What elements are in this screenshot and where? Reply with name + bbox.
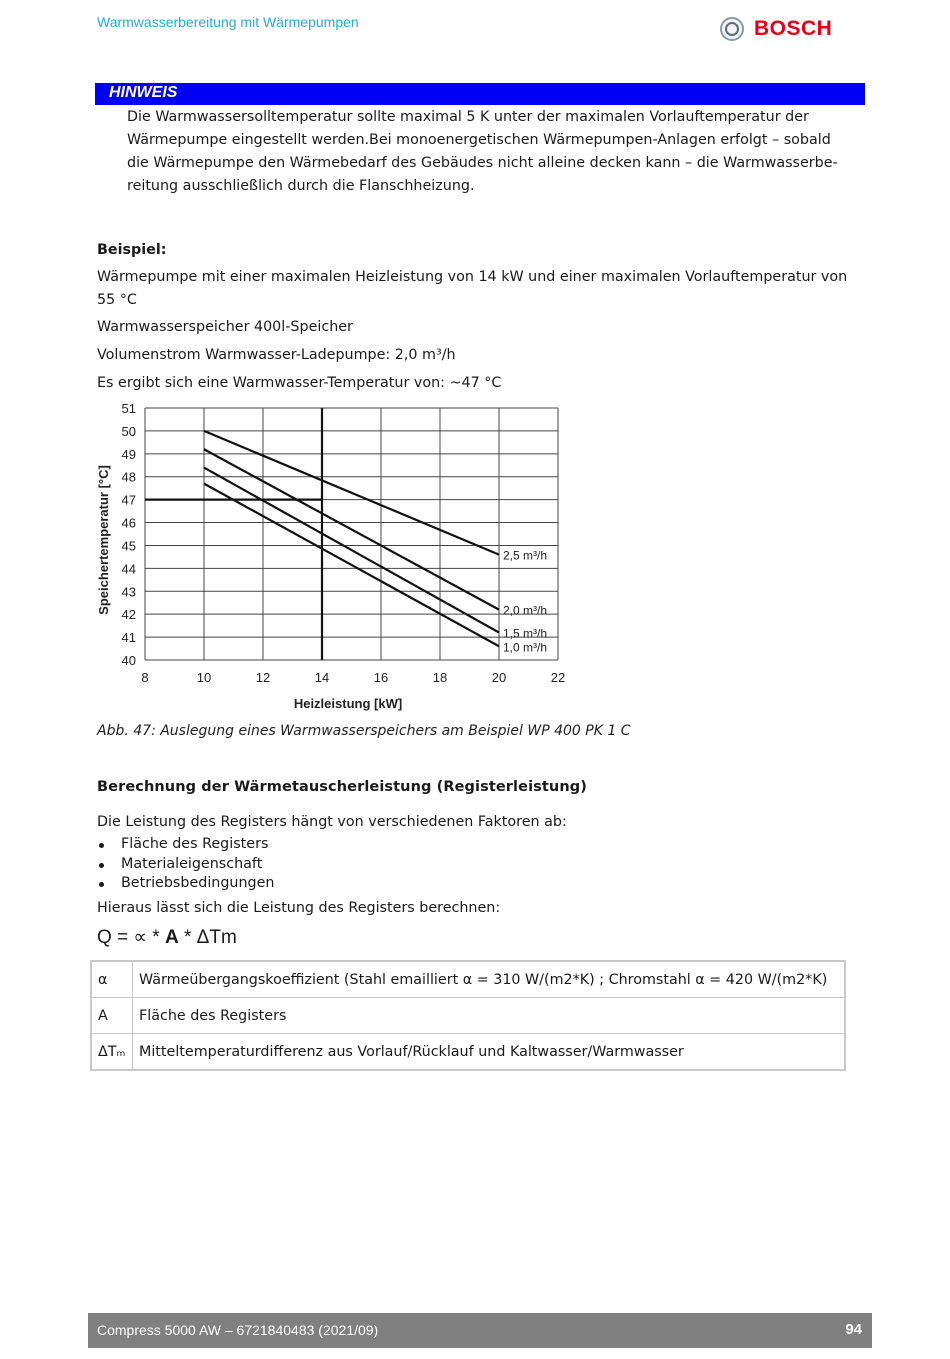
section-outro: Hieraus lässt sich die Leistung des Registers berechnen: <box>97 900 501 916</box>
x-tick-label: 12 <box>255 670 271 685</box>
series-label: 2,0 m³/h <box>503 603 548 618</box>
running-header-title: Warmwasserbereitung mit Wärmepumpen <box>97 14 359 30</box>
hinweis-line: reitung ausschließlich durch die Flanschheizung. <box>127 178 475 194</box>
formula-right: * ΔTm <box>178 927 237 948</box>
symbol-cell: α <box>91 961 133 998</box>
table-row <box>91 998 845 1034</box>
footer-document-id: Compress 5000 AW – 6721840483 (2021/09) <box>97 1322 379 1338</box>
formula-bold: A <box>164 927 179 948</box>
example-line-heat-pump <box>97 266 867 312</box>
y-tick-label: 45 <box>121 538 136 554</box>
description-cell: Fläche des Registers <box>133 998 846 1034</box>
y-tick-label: 50 <box>121 423 136 439</box>
formula-left: Q = ∝ * <box>97 927 165 948</box>
symbol-legend-table <box>90 960 846 1071</box>
hinweis-line: die Wärmepumpe den Wärmebedarf des Gebäudes nicht alleine decken kann – die Warmwasserbe- <box>127 155 838 171</box>
section-intro: Die Leistung des Registers hängt von verschiedenen Faktoren ab: <box>97 814 567 830</box>
y-tick-label: 46 <box>121 515 136 531</box>
list-item: Materialeigenschaft <box>97 855 275 875</box>
hinweis-label: HINWEIS <box>109 84 178 101</box>
y-tick-label: 42 <box>121 607 136 623</box>
x-tick-label: 10 <box>196 670 212 685</box>
bosch-logo <box>720 14 832 44</box>
chart-y-label: Speichertemperatur [°C] <box>96 465 111 615</box>
series-label: 1,5 m³/h <box>503 626 548 641</box>
x-tick-label: 14 <box>314 670 330 685</box>
example-line-storage: Warmwasserspeicher 400l-Speicher <box>97 319 353 335</box>
y-tick-label: 43 <box>121 584 136 600</box>
bosch-armature-icon <box>720 17 744 41</box>
hinweis-line: Die Warmwassersolltemperatur sollte maximal 5 K unter der maximalen Vorlauftemperatur der <box>127 109 809 125</box>
factor-list <box>97 835 275 894</box>
example-line-flow: Volumenstrom Warmwasser-Ladepumpe: 2,0 m³/h <box>97 347 456 363</box>
example-heading: Beispiel: <box>97 242 167 258</box>
x-tick-label: 22 <box>550 670 566 685</box>
y-tick-label: 48 <box>121 469 136 485</box>
y-tick-label: 44 <box>121 561 136 577</box>
y-tick-label: 47 <box>121 492 136 508</box>
symbol-cell: A <box>91 998 133 1034</box>
table-row <box>91 961 845 998</box>
x-tick-label: 18 <box>432 670 448 685</box>
formula <box>97 926 237 949</box>
series-label: 2,5 m³/h <box>503 548 548 563</box>
series-label: 1,0 m³/h <box>503 640 548 655</box>
list-item: Fläche des Registers <box>97 835 275 855</box>
x-tick-label: 16 <box>373 670 389 685</box>
y-tick-label: 40 <box>121 653 136 668</box>
page-footer <box>88 1313 872 1348</box>
x-tick-label: 8 <box>141 670 149 685</box>
description-cell: Wärmeübergangskoeffizient (Stahl emailliert α = 310 W/(m2*K) ; Chromstahl α = 420 W/(m2*K) <box>133 961 846 998</box>
section-heading: Berechnung der Wärmetauscherleistung (Registerleistung) <box>97 779 587 795</box>
logo-text: BOSCH <box>754 17 833 40</box>
table-row <box>91 1034 845 1071</box>
x-tick-label: 20 <box>491 670 507 685</box>
y-tick-label: 51 <box>121 401 136 416</box>
page-number: 94 <box>845 1321 862 1338</box>
symbol-cell: ΔTₘ <box>91 1034 133 1071</box>
example-line-part: 55 °C <box>97 292 137 308</box>
hinweis-bar <box>95 83 865 105</box>
hinweis-line: Wärmepumpe eingestellt werden.Bei monoenergetischen Wärmepumpen-Anlagen erfolgt – sobald <box>127 132 831 148</box>
example-line-result: Es ergibt sich eine Warmwasser-Temperatur von: ~47 °C <box>97 375 502 391</box>
chart-x-label: Heizleistung [kW] <box>293 696 403 711</box>
list-item: Betriebsbedingungen <box>97 874 275 894</box>
y-tick-label: 41 <box>121 630 136 646</box>
storage-temperature-chart <box>96 398 566 714</box>
figure-caption: Abb. 47: Auslegung eines Warmwasserspeichers am Beispiel WP 400 PK 1 C <box>97 723 631 739</box>
y-tick-label: 49 <box>121 446 136 462</box>
example-line-part: Wärmepumpe mit einer maximalen Heizleistung von 14 kW und einer maximalen Vorlauftemperatur von <box>97 269 848 285</box>
hinweis-text <box>127 106 862 198</box>
description-cell: Mitteltemperaturdifferenz aus Vorlauf/Rücklauf und Kaltwasser/Warmwasser <box>133 1034 846 1071</box>
